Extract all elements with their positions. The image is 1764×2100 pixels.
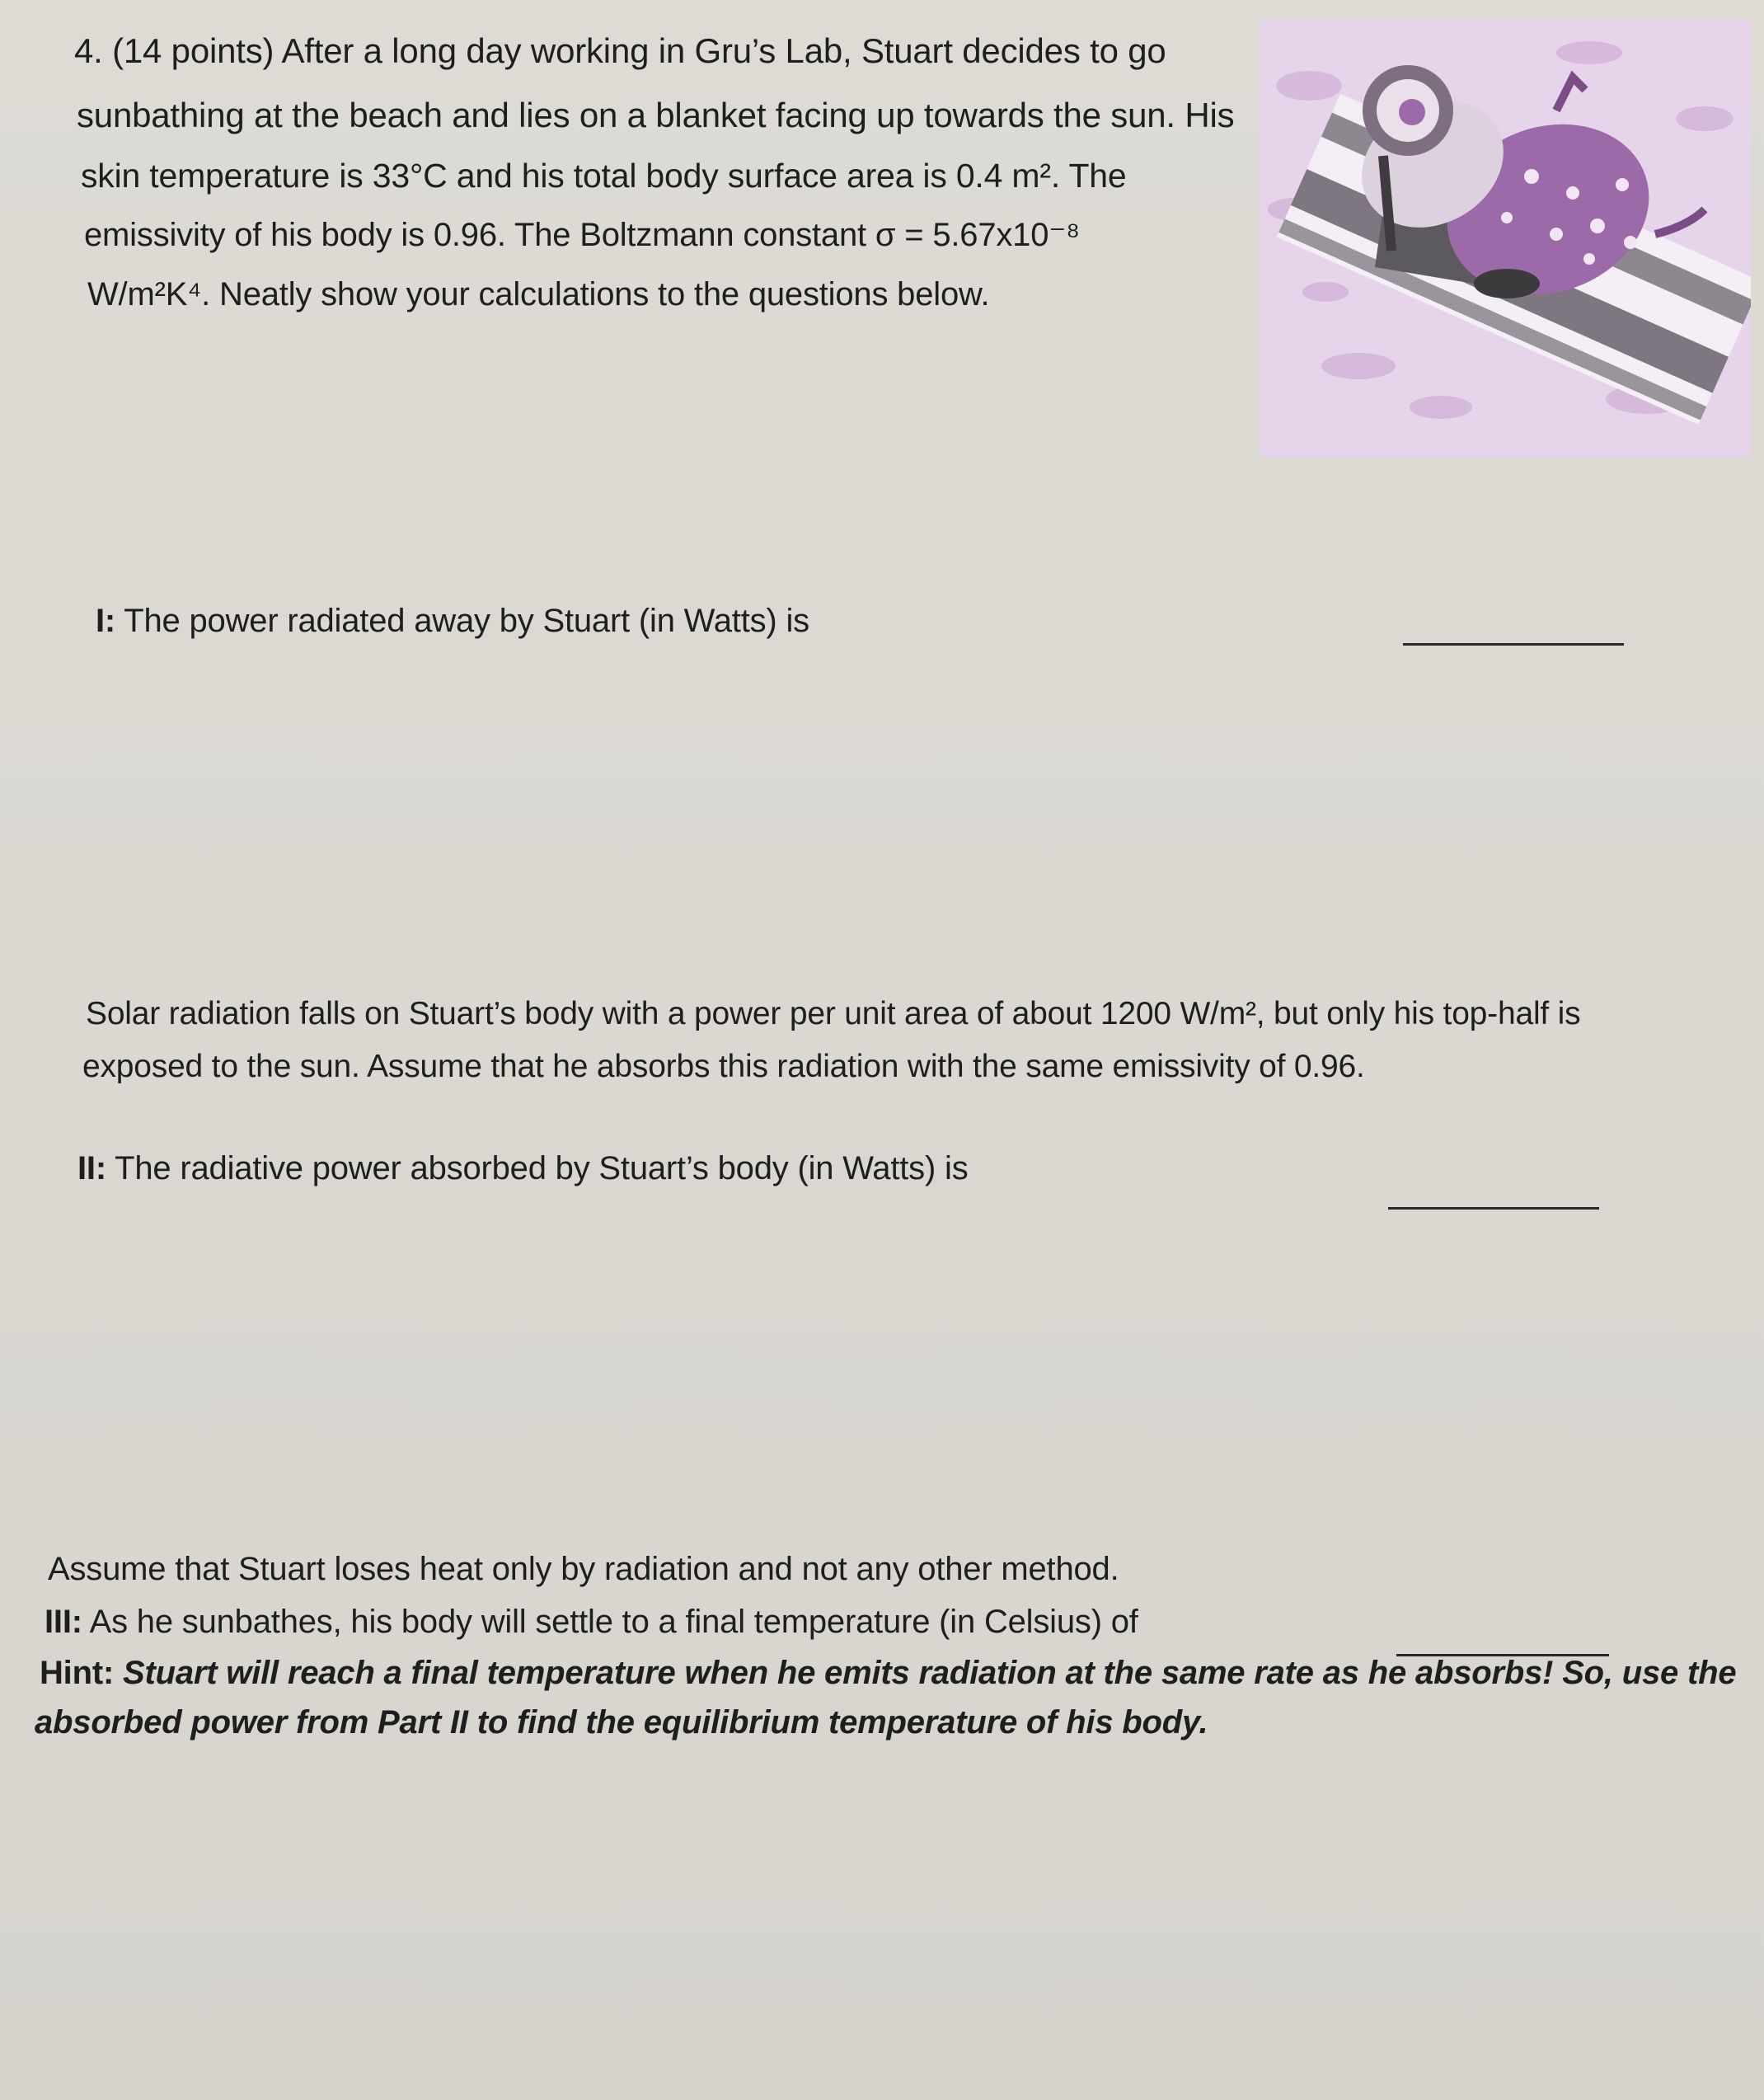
part3-hint-line-2: absorbed power from Part II to find the equilibrium temperature of his body. — [35, 1704, 1208, 1741]
solar-line-1: Solar radiation falls on Stuart’s body with a power per unit area of about 1200 W/m², but only his top-half is — [86, 996, 1581, 1031]
part3-intro: Assume that Stuart loses heat only by radiation and not any other method. — [48, 1551, 1119, 1587]
part2-question — [77, 1149, 969, 1187]
problem-line-4: emissivity of his body is 0.96. The Boltzmann constant σ = 5.67x10⁻⁸ — [84, 217, 1080, 253]
goggle-eye — [1399, 99, 1425, 125]
minion-sunbathing-illustration — [1260, 20, 1751, 457]
part3-question — [45, 1603, 1138, 1641]
part1-answer-blank[interactable] — [1403, 643, 1624, 646]
problem-line-5: W/m²K⁴. Neatly show your calculations to the questions below. — [87, 276, 990, 312]
part1-question — [96, 602, 809, 640]
part1-label: I: — [96, 603, 116, 639]
part2-answer-blank[interactable] — [1388, 1207, 1599, 1210]
problem-line-1: 4. (14 points) After a long day working in Gru’s Lab, Stuart decides to go — [74, 31, 1166, 70]
solar-line-2: exposed to the sun. Assume that he absorbs this radiation with the same emissivity of 0.96. — [82, 1049, 1365, 1084]
problem-line-2: sunbathing at the beach and lies on a blanket facing up towards the sun. His — [77, 96, 1235, 134]
hint-label: Hint: — [40, 1655, 115, 1691]
part2-label: II: — [77, 1150, 106, 1186]
part3-label: III: — [45, 1604, 82, 1640]
part2-text: The radiative power absorbed by Stuart’s body (in Watts) is — [115, 1150, 969, 1186]
hint-text-1: Stuart will reach a final temperature when he emits radiation at the same rate as he absorbs! So, use the — [123, 1655, 1737, 1691]
part3-text: As he sunbathes, his body will settle to a final temperature (in Celsius) of — [89, 1604, 1138, 1640]
part1-text: The power radiated away by Stuart (in Watts) is — [124, 603, 809, 639]
minion-illustration-svg — [1260, 20, 1751, 457]
minion-shoe — [1474, 269, 1540, 298]
problem-line-3: skin temperature is 33°C and his total body surface area is 0.4 m². The — [81, 157, 1127, 195]
part3-hint-line-1 — [40, 1654, 1736, 1692]
